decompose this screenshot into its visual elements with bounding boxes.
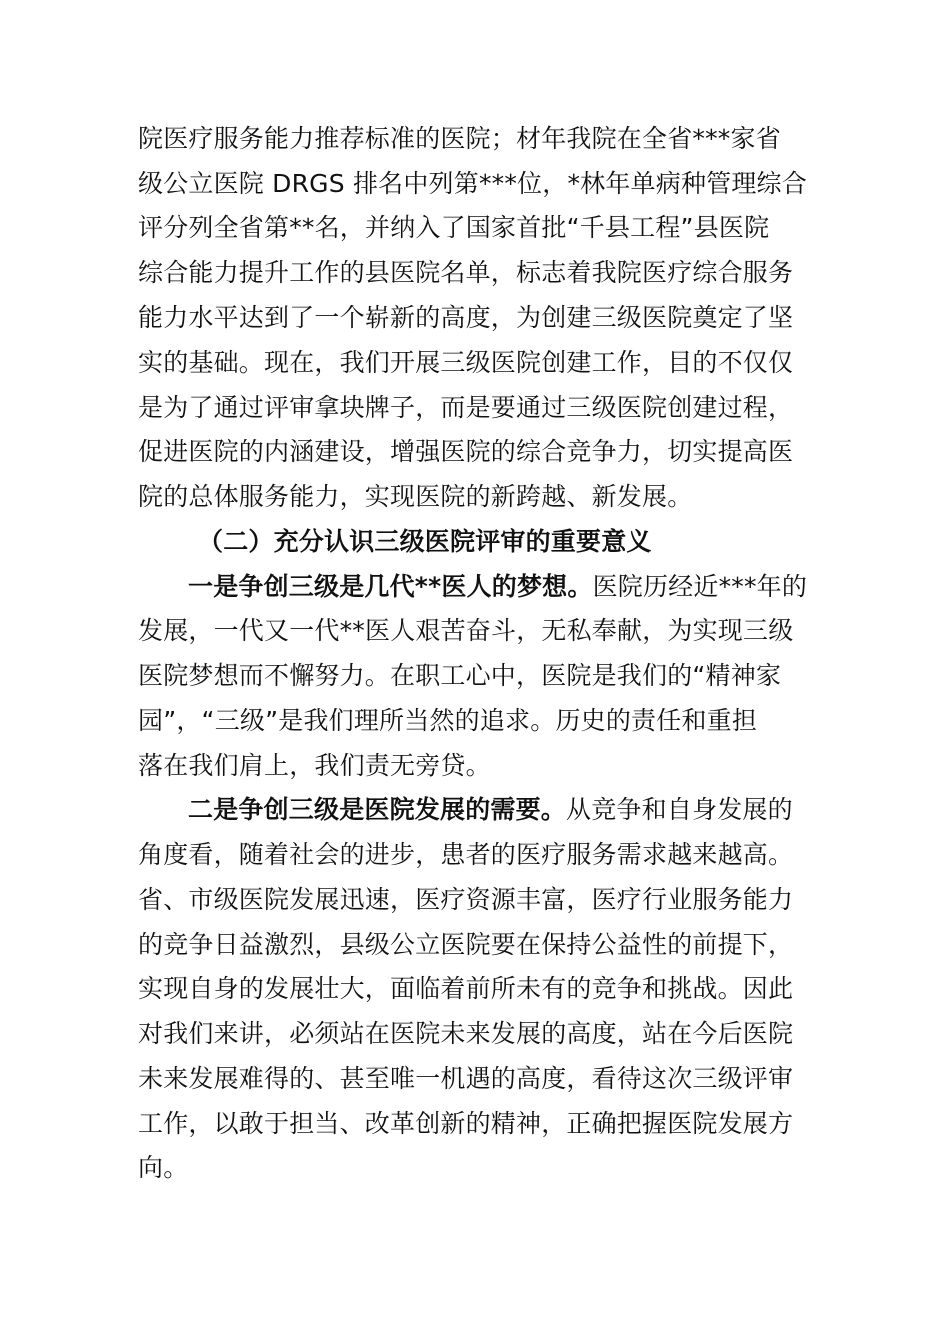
paragraph-line: 能力水平达到了一个崭新的高度，为创建三级医院奠定了坚	[138, 303, 794, 332]
paragraph-first-line	[188, 570, 868, 604]
paragraph-line: 工作，以敢于担当、改革创新的精神，正确把握医院发展方	[138, 1109, 794, 1138]
paragraph-line: 实现自身的发展壮大，面临着前所未有的竞争和挑战。因此	[138, 974, 794, 1003]
paragraph-line: 是为了通过评审拿块牌子，而是要通过三级医院创建过程，	[138, 393, 794, 422]
paragraph-line: 级公立医院 DRGS 排名中列第***位，*林年单病种管理综合	[138, 169, 807, 198]
paragraph-line: 对我们来讲，必须站在医院未来发展的高度，站在今后医院	[138, 1019, 794, 1048]
paragraph-line: 实的基础。现在，我们开展三级医院创建工作，目的不仅仅	[138, 348, 794, 377]
paragraph-line: 发展，一代又一代**医人艰苦奋斗，无私奉献，为实现三级	[138, 616, 794, 645]
paragraph-text: 医院历经近***年的	[592, 572, 808, 601]
paragraph-line: 的竞争日益激烈，县级公立医院要在保持公益性的前提下，	[138, 930, 794, 959]
paragraph-line: 评分列全省第**名，并纳入了国家首批“千县工程”县医院	[138, 213, 770, 242]
section-heading: （二）充分认识三级医院评审的重要意义	[198, 527, 652, 556]
paragraph-lead: 二是争创三级是医院发展的需要。	[188, 795, 567, 824]
paragraph-line: 综合能力提升工作的县医院名单，标志着我院医疗综合服务	[138, 258, 794, 287]
paragraph-line: 促进医院的内涵建设，增强医院的综合竞争力，切实提高医	[138, 437, 794, 466]
paragraph-line: 园”，“三级”是我们理所当然的追求。历史的责任和重担	[138, 706, 758, 735]
paragraph-line: 省、市级医院发展迅速，医疗资源丰富，医疗行业服务能力	[138, 885, 794, 914]
paragraph-line: 医院梦想而不懈努力。在职工心中，医院是我们的“精神家	[138, 661, 782, 690]
paragraph-first-line	[188, 793, 868, 827]
paragraph-line: 落在我们肩上，我们责无旁贷。	[138, 751, 491, 780]
paragraph-lead: 一是争创三级是几代**医人的梦想。	[188, 572, 593, 601]
paragraph-line: 角度看，随着社会的进步，患者的医疗服务需求越来越高。	[138, 840, 794, 869]
paragraph-line: 向。	[138, 1153, 189, 1182]
paragraph-line: 未来发展难得的、甚至唯一机遇的高度，看待这次三级评审	[138, 1064, 794, 1093]
paragraph-line: 院医疗服务能力推荐标准的医院；材年我院在全省***家省	[138, 124, 781, 153]
paragraph-text: 从竞争和自身发展的	[566, 795, 793, 824]
paragraph-line: 院的总体服务能力，实现医院的新跨越、新发展。	[138, 482, 693, 511]
